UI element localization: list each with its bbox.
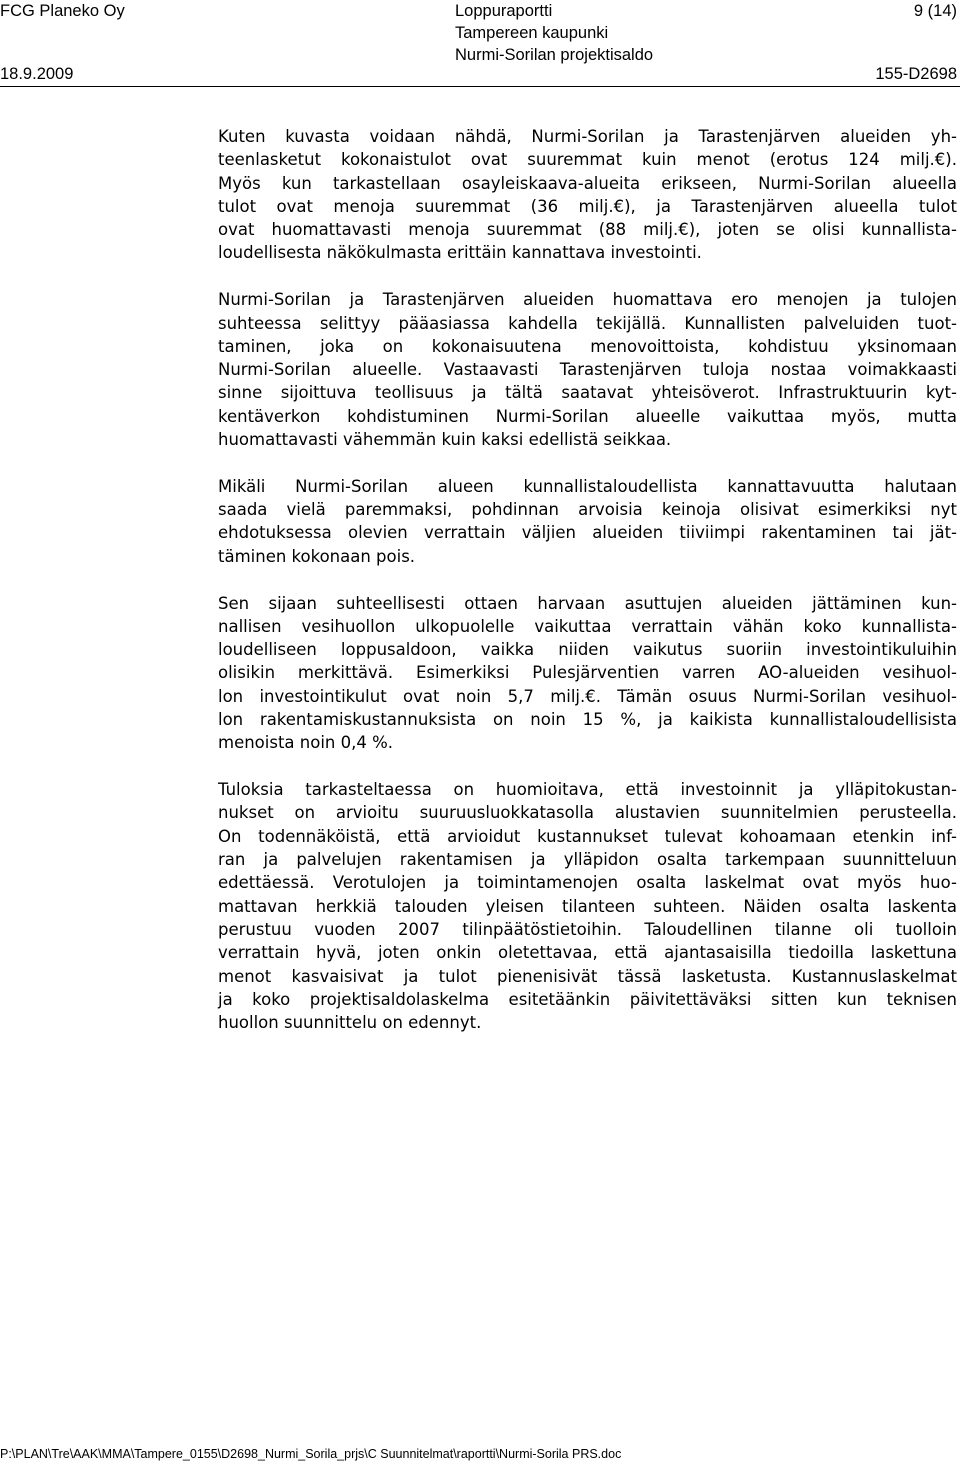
paragraph-line: täminen kokonaan pois. <box>218 546 416 566</box>
paragraph-line: nukset on arvioitu suuruusluokkatasolla alustavien suunnitelmien perusteella. <box>218 803 957 823</box>
header-document-info <box>455 0 653 66</box>
paragraph-line: saada vielä paremmaksi, pohdinnan arvoisia keinoja olisivat esimerkiksi nyt <box>218 500 957 520</box>
body-paragraph <box>218 288 957 451</box>
header-client: Tampereen kaupunki <box>455 24 609 42</box>
paragraph-line: verrattain hyvä, joten onkin oletettavaa, että ajantasaisilla tiedoilla laskettuna <box>218 943 957 963</box>
paragraph-line: sinne sijoittuva teollisuus ja tältä saatavat yhteisöverot. Infrastruktuurin kyt- <box>218 383 957 403</box>
paragraph-line: tulot ovat menoja suuremmat (36 milj.€), ja Tarastenjärven alueella tulot <box>218 196 957 216</box>
paragraph-line: Nurmi-Sorilan alueelle. Vastaavasti Tarastenjärven tuloja nostaa voimakkaasti <box>218 360 957 380</box>
header-page-number: 9 (14) <box>913 2 957 20</box>
paragraph-line: suhteessa selittyy pääasiassa kahdella tekijällä. Kunnallisten palveluiden tuot- <box>218 313 957 333</box>
paragraph-line: Kuten kuvasta voidaan nähdä, Nurmi-Sorilan ja Tarastenjärven alueiden yh- <box>218 127 957 146</box>
paragraph-line: Myös kun tarkastellaan osayleiskaava-alueita erikseen, Nurmi-Sorilan alueella <box>218 173 957 193</box>
paragraph-line: huomattavasti vähemmän kuin kaksi edellistä seikkaa. <box>218 430 672 450</box>
body-paragraph <box>218 592 957 755</box>
paragraph-line: loudellisesta näkökulmasta erittäin kannattava investointi. <box>218 243 702 263</box>
header-project-code: 155-D2698 <box>875 65 957 83</box>
footer-file-path: P:\PLAN\Tre\AAK\MMA\Tampere_0155\D2698_Nurmi_Sorila_prjs\C Suunnitelmat\raportti\Nurmi-Sorila PRS.doc <box>0 1447 622 1461</box>
paragraph-line: lon investointikulut ovat noin 5,7 milj.€. Tämän osuus Nurmi-Sorilan vesihuol- <box>218 686 957 706</box>
paragraph-line: lon rakentamiskustannuksista on noin 15 %, ja kaikista kunnallistaloudellisista <box>218 710 957 730</box>
paragraph-line: Tuloksia tarkasteltaessa on huomioitava, että investoinnit ja ylläpitokustan- <box>218 780 957 800</box>
header-project-name: Nurmi-Sorilan projektisaldo <box>455 46 654 64</box>
body-text <box>218 125 957 1058</box>
body-paragraph <box>218 475 957 568</box>
paragraph-line: ja koko projektisaldolaskelma esitetäänkin päivitettäväksi sitten kun teknisen <box>218 989 957 1009</box>
paragraph-line: Nurmi-Sorilan ja Tarastenjärven alueiden huomattava ero menojen ja tulojen <box>218 290 957 310</box>
paragraph-line: menoista noin 0,4 %. <box>218 733 394 753</box>
paragraph-line: Mikäli Nurmi-Sorilan alueen kunnallistaloudellista kannattavuutta halutaan <box>218 476 957 496</box>
paragraph-line: edettäessä. Verotulojen ja toimintamenojen osalta laskelmat ovat myös huo- <box>218 873 957 893</box>
paragraph-line: loudelliseen loppusaldoon, vaikka niiden vaikutus suoriin investointikuluihin <box>218 640 957 660</box>
paragraph-line: kentäverkon kohdistuminen Nurmi-Sorilan alueelle vaikuttaa myös, mutta <box>218 406 957 426</box>
paragraph-line: ran ja palvelujen rakentamisen ja ylläpidon osalta tarkempaan suunnitteluun <box>218 850 957 870</box>
body-paragraph <box>218 778 957 1034</box>
header-report-type: Loppuraportti <box>455 2 553 20</box>
paragraph-line: nallisen vesihuollon ulkopuolelle vaikuttaa verrattain vähän koko kunnallista- <box>218 616 957 636</box>
header-company-name: FCG Planeko Oy <box>0 2 125 20</box>
paragraph-line: perustuu vuoden 2007 tilinpäätöstietoihin. Taloudellinen tilanne oli tuolloin <box>218 919 957 939</box>
paragraph-line: ovat huomattavasti menoja suuremmat (88 milj.€), joten se olisi kunnallista- <box>218 220 957 240</box>
paragraph-line: teenlasketut kokonaistulot ovat suuremmat kuin menot (erotus 124 milj.€). <box>218 150 957 170</box>
paragraph-line: mattavan herkkiä talouden yleisen tilanteen suhteen. Näiden osalta laskenta <box>218 896 957 916</box>
paragraph-line: ehdotuksessa olevien verrattain väljien alueiden tiiviimpi rakentaminen tai jät- <box>218 523 957 543</box>
header-divider <box>0 86 960 87</box>
body-paragraph <box>218 125 957 265</box>
paragraph-line: On todennäköistä, että arvioidut kustannukset tulevat kohoamaan etenkin inf- <box>218 826 957 846</box>
paragraph-line: menot kasvaisivat ja tulot pienenisivät tässä lasketusta. Kustannuslaskelmat <box>218 966 957 986</box>
paragraph-line: taminen, joka on kokonaisuutena menovoittoista, kohdistuu yksinomaan <box>218 336 957 356</box>
paragraph-line: Sen sijaan suhteellisesti ottaen harvaan asuttujen alueiden jättäminen kun- <box>218 593 957 613</box>
paragraph-line: olisikin merkittävä. Esimerkiksi Pulesjärventien varren AO-alueiden vesihuol- <box>218 663 957 683</box>
header-date: 18.9.2009 <box>0 65 74 83</box>
paragraph-line: huollon suunnittelu on edennyt. <box>218 1013 482 1033</box>
